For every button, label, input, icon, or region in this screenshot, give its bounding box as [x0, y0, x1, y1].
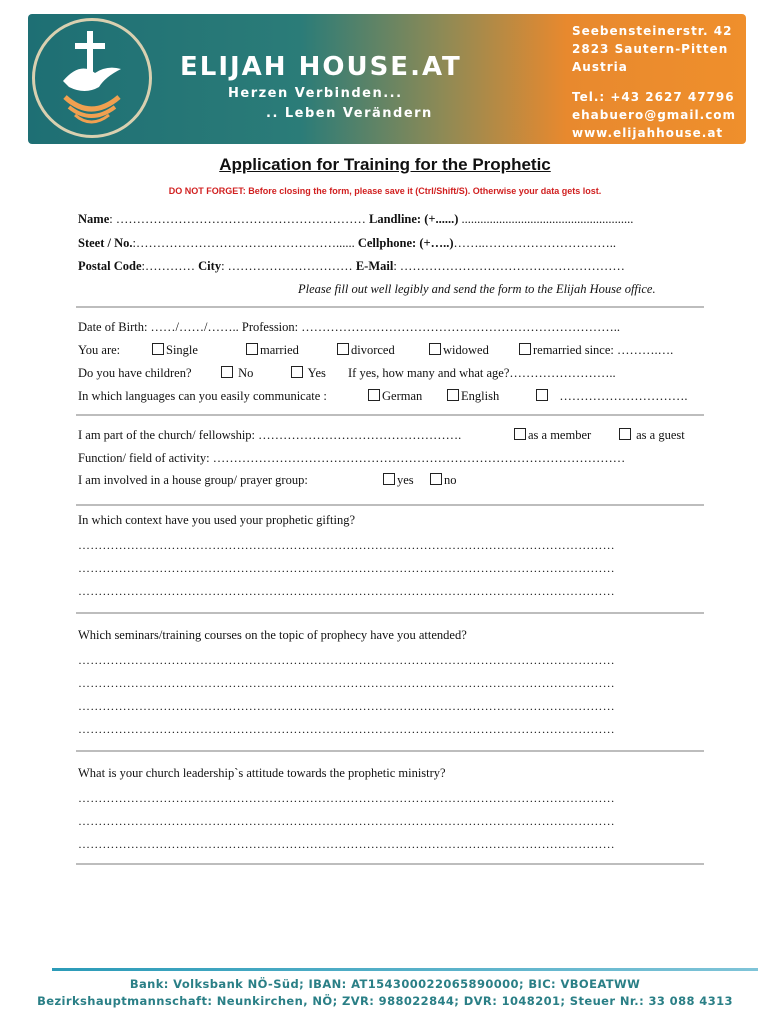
answer-line[interactable]: ……………………………………………………………………………………………………………………: [78, 837, 615, 851]
street-label: Steet / No.: [78, 236, 133, 250]
landline-field[interactable]: .......................................................: [458, 212, 634, 226]
function-field[interactable]: Function/ field of activity: ………………………………………………………………………………………: [78, 451, 626, 465]
answer-line[interactable]: ……………………………………………………………………………………………………………………: [78, 538, 615, 552]
form-title: Application for Training for the Prophetic: [219, 155, 551, 174]
postal-field[interactable]: :…………: [141, 259, 199, 273]
postal-row: [78, 259, 625, 274]
answer-line[interactable]: ……………………………………………………………………………………………………………………: [78, 561, 615, 575]
children-age-field[interactable]: If yes, how many and what age?……………………..: [348, 366, 616, 380]
street-row: [78, 236, 616, 251]
question-context: In which context have you used your prophetic gifting?: [78, 513, 356, 527]
divider: [76, 414, 704, 416]
tagline-1: Herzen Verbinden...: [228, 86, 403, 101]
answer-line[interactable]: ……………………………………………………………………………………………………………………: [78, 699, 615, 713]
divider: [76, 504, 704, 506]
dob-profession-field[interactable]: Date of Birth: ……/……/…….. Profession: …………………………………………………………………..: [78, 320, 620, 334]
english-label: English: [461, 389, 500, 403]
house-group-no-checkbox[interactable]: [430, 473, 442, 485]
remarried-checkbox[interactable]: [519, 343, 531, 355]
footer-divider: [52, 968, 758, 971]
languages-label: In which languages can you easily communicate :: [78, 389, 327, 403]
house-group-no-label: no: [444, 473, 457, 487]
answer-line[interactable]: ……………………………………………………………………………………………………………………: [78, 791, 615, 805]
marital-row: [78, 343, 704, 358]
address-country: Austria: [572, 60, 628, 74]
city-label: City: [198, 259, 222, 273]
children-label: Do you have children?: [78, 366, 192, 380]
header-banner: [28, 14, 746, 144]
phone: Tel.: +43 2627 47796: [572, 90, 735, 104]
single-label: Single: [166, 343, 198, 357]
address-city: 2823 Sautern-Pitten: [572, 42, 729, 56]
house-group-yes-label: yes: [397, 473, 414, 487]
divider: [76, 306, 704, 308]
other-language-checkbox[interactable]: [536, 389, 548, 401]
remarried-label: remarried since: ……….….: [533, 343, 674, 357]
answer-line[interactable]: ……………………………………………………………………………………………………………………: [78, 653, 615, 667]
divorced-label: divorced: [351, 343, 395, 357]
english-checkbox[interactable]: [447, 389, 459, 401]
divorced-checkbox[interactable]: [337, 343, 349, 355]
children-row: [78, 366, 704, 381]
email-label: E-Mail: [355, 259, 394, 273]
children-no-checkbox[interactable]: [221, 366, 233, 378]
single-checkbox[interactable]: [152, 343, 164, 355]
answer-line[interactable]: ……………………………………………………………………………………………………………………: [78, 722, 615, 736]
children-no-label: No: [238, 366, 254, 380]
question-leadership: What is your church leadership`s attitude towards the prophetic ministry?: [78, 766, 446, 780]
fill-note: Please fill out well legibly and send the form to the Elijah House office.: [298, 282, 656, 296]
street-field[interactable]: :…………………………………………......: [132, 236, 358, 250]
address-street: Seebensteinerstr. 42: [572, 24, 733, 38]
answer-line[interactable]: ……………………………………………………………………………………………………………………: [78, 814, 615, 828]
member-label: as a member: [528, 428, 592, 442]
name-label: Name: [78, 212, 110, 226]
married-label: married: [260, 343, 299, 357]
children-yes-label: Yes: [307, 366, 326, 380]
german-label: German: [382, 389, 423, 403]
postal-label: Postal Code: [78, 259, 142, 273]
house-group-row: [78, 473, 704, 488]
divider: [76, 612, 704, 614]
dove-cross-icon: [35, 21, 149, 135]
email: ehabuero@gmail.com: [572, 108, 737, 122]
email-field[interactable]: : ………………………………………………: [393, 259, 625, 273]
landline-label: Landline: (+......): [368, 212, 459, 226]
guest-checkbox[interactable]: [619, 428, 631, 440]
save-warning: DO NOT FORGET: Before closing the form, please save it (Ctrl/Shift/S). Otherwise your data gets lost.: [168, 186, 602, 196]
guest-label: as a guest: [636, 428, 685, 442]
name-field[interactable]: : ……………………………………………………: [109, 212, 369, 226]
answer-line[interactable]: ……………………………………………………………………………………………………………………: [78, 584, 615, 598]
languages-row: [78, 389, 704, 404]
tagline-2: .. Leben Verändern: [266, 106, 433, 121]
widowed-checkbox[interactable]: [429, 343, 441, 355]
you-are-label: You are:: [78, 343, 121, 357]
website: www.elijahhouse.at: [572, 126, 724, 140]
member-checkbox[interactable]: [514, 428, 526, 440]
children-yes-checkbox[interactable]: [291, 366, 303, 378]
divider: [76, 750, 704, 752]
brand-name: ELIJAH HOUSE.AT: [180, 52, 462, 82]
name-row: [78, 212, 633, 227]
question-seminars: Which seminars/training courses on the topic of prophecy have you attended?: [78, 628, 467, 642]
answer-line[interactable]: ……………………………………………………………………………………………………………………: [78, 676, 615, 690]
widowed-label: widowed: [443, 343, 489, 357]
cellphone-field[interactable]: ……..…………………………..: [453, 236, 617, 250]
logo: [32, 18, 152, 138]
married-checkbox[interactable]: [246, 343, 258, 355]
cellphone-label: Cellphone: (+…..): [357, 236, 454, 250]
registration-info: Bezirkshauptmannschaft: Neunkirchen, NÖ; ZVR: 988022844; DVR: 1048201; Steuer Nr.: 33 088 4313: [37, 994, 733, 1008]
german-checkbox[interactable]: [368, 389, 380, 401]
house-group-yes-checkbox[interactable]: [383, 473, 395, 485]
church-field[interactable]: I am part of the church/ fellowship: ………………………………………….: [78, 428, 462, 442]
church-row: [78, 428, 704, 443]
city-field[interactable]: : …………………………: [221, 259, 356, 273]
divider: [76, 863, 704, 865]
house-group-label: I am involved in a house group/ prayer group:: [78, 473, 308, 487]
other-language-field[interactable]: ………………………….: [559, 389, 688, 403]
bank-info: Bank: Volksbank NÖ-Süd; IBAN: AT154300022065890000; BIC: VBOEATWW: [129, 977, 641, 991]
